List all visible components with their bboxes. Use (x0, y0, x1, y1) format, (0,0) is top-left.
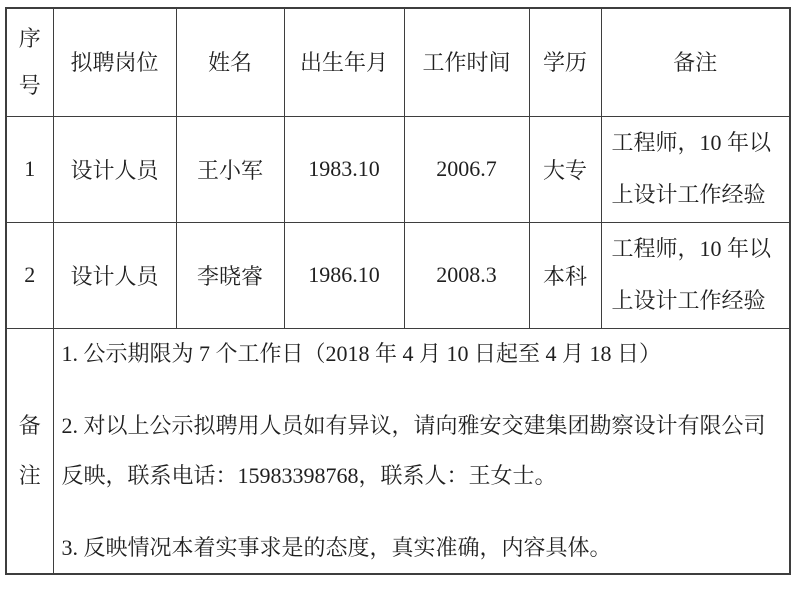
cell-remark: 工程师，10 年以上设计工作经验 (601, 116, 790, 222)
table-header-row (6, 8, 790, 116)
cell-birth-date: 1986.10 (284, 222, 404, 328)
footer-notes-cell (53, 328, 790, 574)
cell-work-time: 2006.7 (404, 116, 529, 222)
note-2: 2. 对以上公示拟聘用人员如有异议，请向雅安交建集团勘察设计有限公司反映，联系电话：15983398768，联系人：王女士。 (61, 412, 766, 488)
cell-name: 王小军 (176, 116, 284, 222)
document-sheet (5, 7, 800, 575)
header-cell-name: 姓名 (176, 8, 284, 116)
header-cell-education: 学历 (529, 8, 601, 116)
header-cell-position: 拟聘岗位 (53, 8, 176, 116)
note-1: 1. 公示期限为 7 个工作日（2018 年 4 月 10 日起至 4 月 18 日） (61, 340, 662, 366)
cell-no: 2 (6, 222, 53, 328)
cell-education: 本科 (529, 222, 601, 328)
header-cell-no: 序号 (6, 8, 53, 116)
cell-name: 李晓睿 (176, 222, 284, 328)
cell-no: 1 (6, 116, 53, 222)
cell-birth-date: 1983.10 (284, 116, 404, 222)
table-row (6, 222, 790, 328)
cell-education: 大专 (529, 116, 601, 222)
table-footer-row (6, 328, 790, 574)
footer-label: 备注 (6, 328, 53, 574)
roster-table (5, 7, 791, 575)
header-cell-work-time: 工作时间 (404, 8, 529, 116)
cell-work-time: 2008.3 (404, 222, 529, 328)
cell-position: 设计人员 (53, 222, 176, 328)
header-cell-birth-date: 出生年月 (284, 8, 404, 116)
table-row (6, 116, 790, 222)
header-cell-remark: 备注 (601, 8, 790, 116)
cell-remark: 工程师，10 年以上设计工作经验 (601, 222, 790, 328)
note-3: 3. 反映情况本着实事求是的态度，真实准确，内容具体。 (61, 534, 612, 560)
cell-position: 设计人员 (53, 116, 176, 222)
